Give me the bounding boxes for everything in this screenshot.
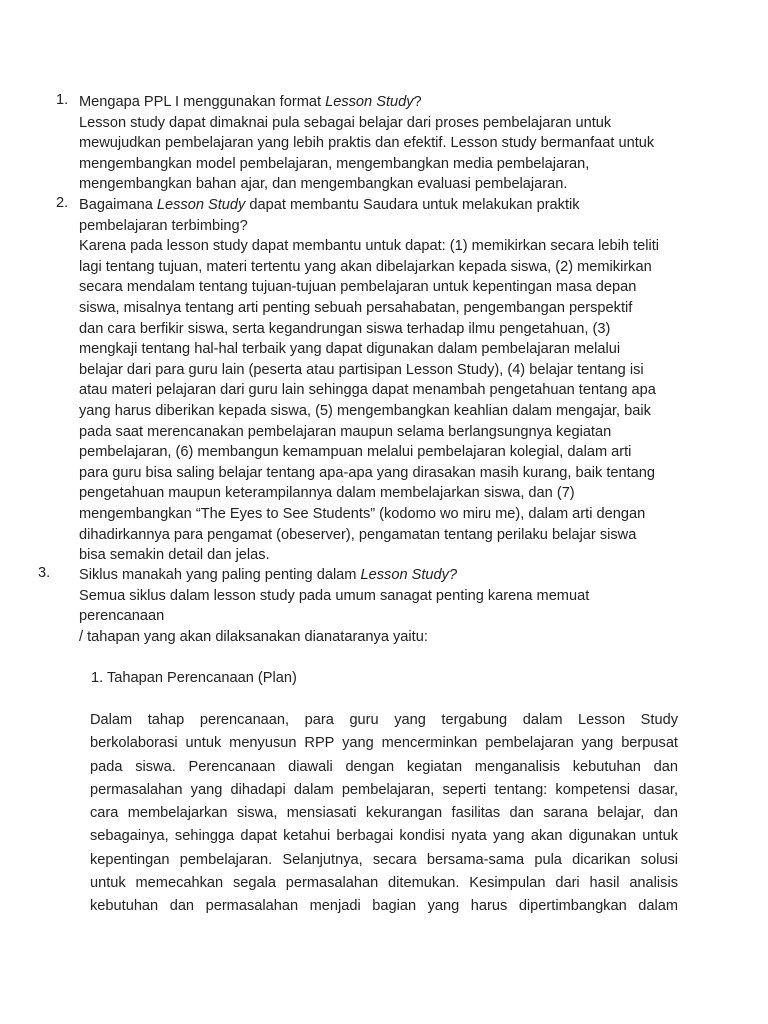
answer-line: / tahapan yang akan dilaksanakan dianataranya yaitu:: [79, 628, 428, 645]
body-paragraph: [90, 709, 678, 919]
question-text-cont: pembelajaran terbimbing?: [79, 217, 248, 234]
answer-line: pembelajaran, (6) membangun kemampuan melalui pembelajaran kolegial, dalam arti: [79, 444, 632, 461]
answer-line: perencanaan: [79, 608, 165, 625]
paragraph-line: cara membelajarkan siswa, mensiasati kekurangan fasilitas dan sarana belajar, dan: [90, 805, 678, 822]
item-body: [79, 92, 679, 195]
answer-line: secara mendalam tentang tujuan-tujuan pembelajaran untuk kepentingan masa depan: [79, 279, 637, 296]
answer-line: Lesson study dapat dimaknai pula sebagai belajar dari proses pembelajaran untuk: [79, 114, 612, 131]
item-number: 1.: [56, 92, 69, 108]
answer-line: atau materi pelajaran dari guru lain sehingga dapat menambah pengetahuan tentang apa: [79, 382, 656, 399]
item-number: 2.: [56, 195, 69, 211]
answer-line: para guru bisa saling belajar tentang apa-apa yang dirasakan masih kurang, baik tentang: [79, 464, 656, 481]
question-text: Siklus manakah yang paling penting dalam Lesson Study?: [79, 567, 458, 583]
answer-line: pada saat merencanakan pembelajaran maupun selama berlangsungnya kegiatan: [79, 423, 612, 440]
paragraph-line: kebutuhan dan permasalahan menjadi bagian yang harus dipertimbangkan dalam: [90, 898, 678, 915]
item-number: 3.: [38, 565, 51, 581]
answer-line: Karena pada lesson study dapat membantu untuk dapat: (1) memikirkan secara lebih teliti: [79, 238, 660, 255]
answer-line: pengetahuan maupun keterampilannya dalam membelajarkan siswa, dan (7): [79, 485, 575, 502]
paragraph-line: berkolaborasi untuk menyusun RPP yang mencerminkan pembelajaran yang berpusat: [90, 735, 678, 752]
paragraph-line: sebagainya, sehingga dapat ketahui berbagai kondisi nyata yang akan digunakan untuk: [90, 828, 678, 845]
answer-line: dihadirkannya para pengamat (obeserver), pengamatan tentang perilaku belajar siswa: [79, 526, 637, 543]
question-text: Mengapa PPL I menggunakan format Lesson Study?: [79, 94, 422, 110]
paragraph-line: untuk memecahkan segala permasalahan ditemukan. Kesimpulan dari hasil analisis: [90, 875, 678, 892]
paragraph-line: kepentingan pembelajaran. Selanjutnya, secara bersama-sama pula dicarikan solusi: [90, 851, 678, 868]
answer-line: dan cara berfikir siswa, serta kegandrungan siswa terhadap ilmu pengetahuan, (3): [79, 320, 611, 337]
answer-line: bisa semakin detail dan jelas.: [79, 547, 270, 564]
subsection-heading: 1. Tahapan Perencanaan (Plan): [91, 670, 297, 686]
answer-line: lagi tentang tujuan, materi tertentu yang akan dibelajarkan kepada siswa, (2) memikirkan: [79, 258, 652, 275]
answer-line: mewujudkan pembelajaran yang lebih praktis dan efektif. Lesson study bermanfaat untuk: [79, 135, 655, 152]
item-body: [79, 195, 679, 566]
paragraph-line: pada siswa. Perencanaan diawali dengan kegiatan menganalisis kebutuhan dan: [90, 758, 678, 775]
answer-line: yang harus diberikan kepada siswa, (5) mengembangkan keahlian dalam mengajar, baik: [79, 402, 651, 419]
answer-line: mengkaji tentang hal-hal terbaik yang dapat digunakan dalam pembelajaran melalui: [79, 341, 621, 358]
paragraph-line: Dalam tahap perencanaan, para guru yang tergabung dalam Lesson Study: [90, 712, 678, 728]
question-text: Bagaimana Lesson Study dapat membantu Saudara untuk melakukan praktik: [79, 197, 580, 213]
item-body: [79, 565, 679, 647]
answer-line: siswa, misalnya tentang arti penting sebuah persahabatan, pengembangan perspektif: [79, 299, 633, 316]
answer-line: mengembangkan “The Eyes to See Students” (kodomo wo miru me), dalam arti dengan: [79, 505, 646, 522]
answer-line: Semua siklus dalam lesson study pada umum sanagat penting karena memuat: [79, 587, 590, 604]
answer-line: belajar dari para guru lain (peserta atau partisipan Lesson Study), (4) belajar tentang isi: [79, 361, 644, 378]
paragraph-line: permasalahan yang dihadapi dalam pembelajaran, seperti tentang: kompetensi dasar,: [90, 781, 678, 798]
answer-line: mengembangkan bahan ajar, dan mengembangkan evaluasi pembelajaran.: [79, 176, 568, 193]
answer-line: mengembangkan model pembelajaran, mengembangkan media pembelajaran,: [79, 155, 590, 172]
